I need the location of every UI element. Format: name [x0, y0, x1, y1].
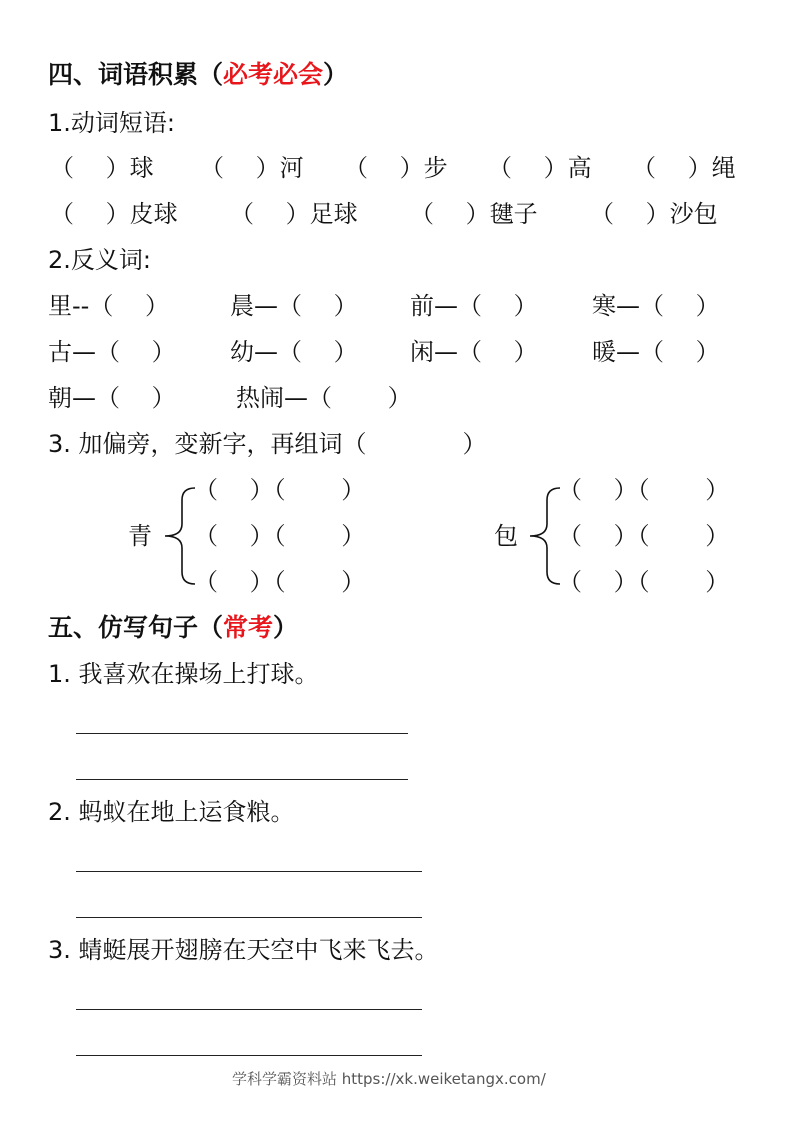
q2-row3-item: 朝—（ ）	[48, 384, 176, 412]
q1-row1-item: （ ）高	[488, 154, 592, 182]
footer-text: 学科学霸资料站 https://xk.weiketangx.com/	[232, 1070, 546, 1088]
answer-line[interactable]	[76, 1055, 422, 1056]
q2-row2-item: 暖—（ ）	[592, 338, 720, 366]
q2-row1-item: 寒—（ ）	[592, 292, 720, 320]
sentence-item: 1. 我喜欢在操场上打球。	[48, 660, 319, 688]
answer-line[interactable]	[76, 733, 408, 734]
q2-row1-item: 晨—（ ）	[230, 292, 358, 320]
q1-row2-item: （ ）皮球	[50, 200, 178, 228]
q2-row1-item: 里--（ ）	[48, 292, 169, 320]
q2-label: 2.反义词:	[48, 246, 151, 274]
sentence-item: 3. 蜻蜓展开翅膀在天空中飞来飞去。	[48, 936, 439, 964]
answer-line[interactable]	[76, 917, 422, 918]
section5-title-suffix: ）	[273, 613, 299, 642]
q1-label: 1.动词短语:	[48, 109, 175, 137]
q1-row1-item: （ ）绳	[632, 154, 736, 182]
q3-left-blank: （ ）（ ）	[194, 476, 366, 504]
q2-row2-item: 闲—（ ）	[410, 338, 538, 366]
q3-right-blank: （ ）（ ）	[558, 568, 730, 596]
section5-title-highlight: 常考	[223, 613, 274, 642]
section4-title-prefix: 四、词语积累（	[48, 60, 224, 89]
section5-title	[48, 615, 298, 640]
q3-label: 3. 加偏旁，变新字，再组词（ ）	[48, 430, 487, 458]
q1-row1-item: （ ）步	[344, 154, 448, 182]
q1-row2-item: （ ）毽子	[410, 200, 538, 228]
q3-right-blank: （ ）（ ）	[558, 522, 730, 550]
answer-line[interactable]	[76, 779, 408, 780]
q2-row2-item: 古—（ ）	[48, 338, 176, 366]
q3-left-blank: （ ）（ ）	[194, 568, 366, 596]
section4-title-highlight: 必考必会	[223, 60, 324, 89]
q2-row3-item: 热闹—（ ）	[236, 384, 412, 412]
q2-row2-item: 幼—（ ）	[230, 338, 358, 366]
q1-row1-item: （ ）球	[50, 154, 154, 182]
answer-line[interactable]	[76, 1009, 422, 1010]
q1-row1-item: （ ）河	[200, 154, 304, 182]
q3-left-blank: （ ）（ ）	[194, 522, 366, 550]
answer-line[interactable]	[76, 871, 422, 872]
q2-row1-item: 前—（ ）	[410, 292, 538, 320]
section4-title	[48, 62, 348, 87]
q3-left-char: 青	[128, 522, 152, 550]
q1-row2-item: （ ）足球	[230, 200, 358, 228]
q3-right-blank: （ ）（ ）	[558, 476, 730, 504]
q3-right-char: 包	[494, 522, 518, 550]
section4-title-suffix: ）	[323, 60, 349, 89]
section5-title-prefix: 五、仿写句子（	[48, 613, 224, 642]
q1-row2-item: （ ）沙包	[590, 200, 718, 228]
sentence-item: 2. 蚂蚁在地上运食粮。	[48, 798, 295, 826]
